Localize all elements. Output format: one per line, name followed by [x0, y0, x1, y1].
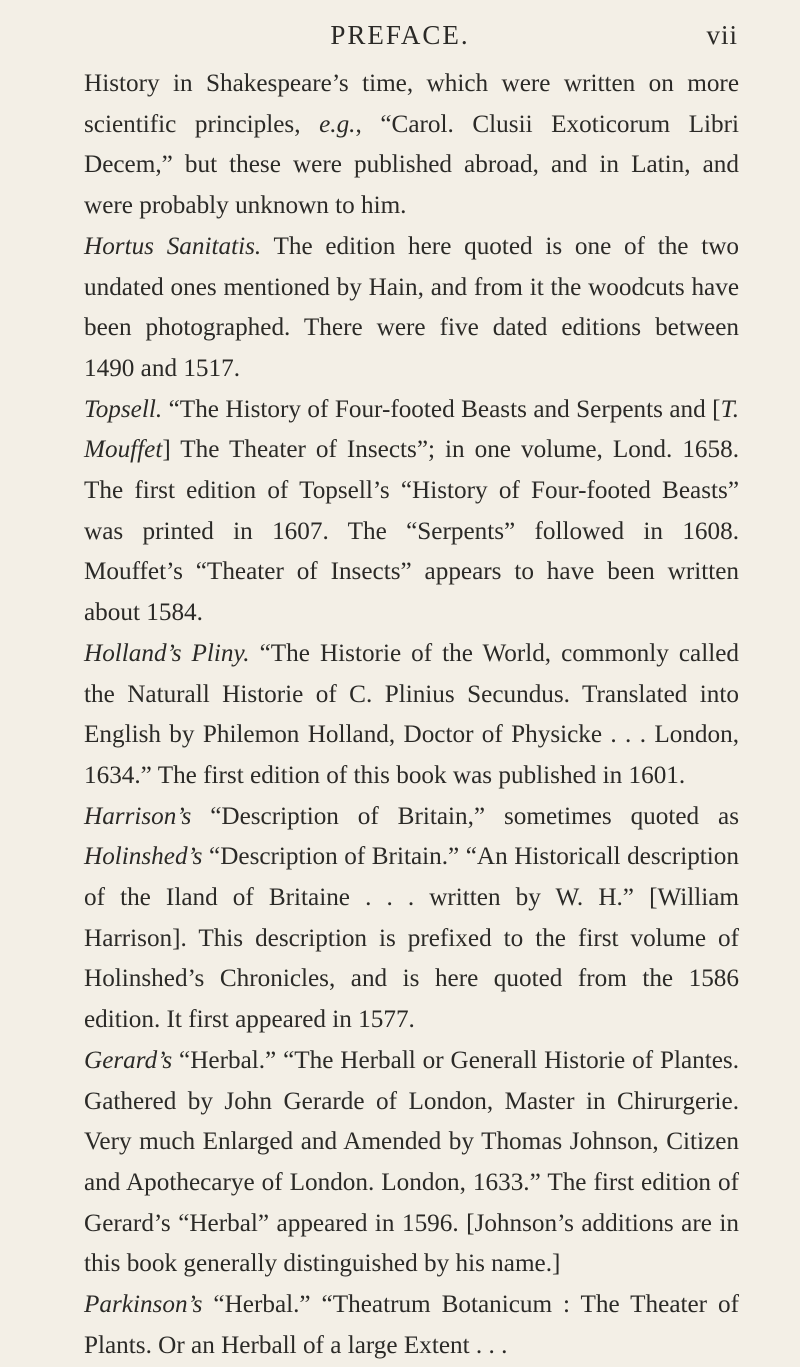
paragraph	[84, 64, 739, 227]
text-run: “Description of Britain,” sometimes quoted as	[191, 802, 739, 830]
text-run: History in Shakespeare’s time, which were written on more scientific principles,	[84, 70, 739, 138]
paragraph	[84, 1285, 739, 1366]
entry-heading: Holland’s Pliny.	[84, 639, 250, 667]
paragraph	[84, 227, 739, 390]
text-run: , “Carol. Clusii Exoticorum Libri Decem,” but these were published abroad, and in Latin, and were probably unknown to him.	[84, 110, 740, 220]
text-run: The edition here quoted is one of the two undated ones mentioned by Hain, and from it the woodcuts have been photographed. There were five dated editions between 1490 and 1517.	[84, 232, 739, 382]
entry-heading: Harrison’s	[84, 802, 192, 830]
italic-text: e.g.	[319, 110, 356, 138]
paragraph	[84, 797, 739, 1041]
entry-heading: Parkinson’s	[84, 1291, 203, 1319]
text-run: “Herbal.” “Theatrum Botanicum : The Theater of Plants. Or an Herball of a large Extent . . .	[84, 1291, 739, 1359]
running-head-title: PREFACE.	[330, 20, 470, 50]
page-number: vii	[706, 20, 738, 50]
text-run: “Description of Britain.” “An Historicall description of the Iland of Britaine . . . written by W. H.” [William Harrison]. This description is prefixed to the first volume of Holinshed’s Chronicles, and is here quoted from the 1586 edition. It first appeared in 1577.	[84, 843, 739, 1034]
italic-text: Holinshed’s	[84, 843, 203, 871]
text-run: ] The Theater of Insects”; in one volume, Lond. 1658. The first edition of Topsell’s “History of Four-footed Beasts” was printed in 1607. The “Serpents” followed in 1608. Mouffet’s “Theater of Insects” appears to have been written about 1584.	[84, 436, 739, 627]
text-run: “The History of Four-footed Beasts and Serpents and [	[162, 395, 721, 423]
text-run: “Herbal.” “The Herball or Generall Historie of Plantes. Gathered by John Gerarde of London, Master in Chirurgerie. Very much Enlarged and Amended by Thomas Johnson, Citizen and Apothecarye of London. London, 1633.” The first edition of Gerard’s “Herbal” appeared in 1596. [Johnson’s additions are in this book generally distinguished by his name.]	[84, 1046, 739, 1278]
entry-heading: Hortus Sanitatis.	[84, 232, 262, 260]
running-head	[0, 14, 800, 54]
italic-text: T. Mouffet	[84, 395, 739, 464]
body-text	[84, 64, 739, 1367]
entry-heading: Topsell.	[84, 395, 163, 423]
paragraph	[84, 634, 739, 797]
text-run: “The Historie of the World, commonly called the Naturall Historie of C. Plinius Secundus. Translated into English by Philemon Holland, Doctor of Physicke . . . London, 1634.” The first edition of this book was published in 1601.	[84, 639, 740, 789]
paragraph	[84, 390, 739, 634]
entry-heading: Gerard’s	[84, 1046, 173, 1074]
paragraph	[84, 1041, 739, 1285]
